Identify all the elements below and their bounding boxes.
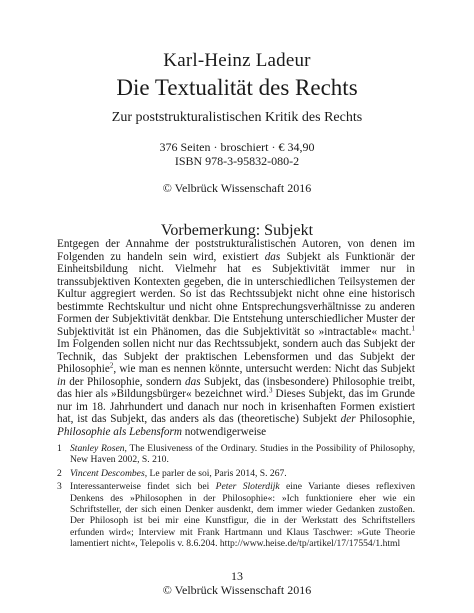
emphasis-text: Stanley Rosen [70,443,125,454]
isbn: ISBN 978-3-95832-080-2 [174,154,300,168]
pages-binding-price: 376 Seiten · broschiert · € 34,90 [159,140,315,154]
text-run: Subjekt, das (insbesondere) Philosophie treibt, das hier als »Bildungsbürger« bezeichnet wird. [57,375,415,400]
footnote [57,468,415,479]
footnote [57,481,415,549]
text-run: Interessanterweise findet sich bei [70,481,216,493]
text-run: der Philosophie, sondern [65,375,185,388]
footnote [57,443,415,466]
author-name: Karl-Heinz Ladeur [163,50,311,71]
emphasis-text: das [185,375,201,388]
emphasis-text: der [340,413,356,425]
book-meta [0,140,474,168]
text-run: Subjekt als Funktionär der Einheitsbildung nicht. Vielmehr hat es Subjektivität immer nur in transsubjektiven Kontexten gegeben, die in unterschiedlichen Teilsystemen der Kultur aggregiert werden. So ist das Rechtssubjekt nicht ohne eine historisch bestimmte Rechtskultur und nicht ohne Entsprechungsverhältnisse zu anderen Formen der Subjektivität denkbar. Die Entstehung unterschiedlicher Muster der Subjektivität ist ein Phänomen, das die Subjektivität so »intractable« macht. [57,250,415,338]
text-run: , wie man es nennen könnte, untersucht werden: Nicht das Subjekt [113,363,415,375]
emphasis-text: das [264,250,281,263]
footnote-number: 2 [57,467,62,479]
book-title: Die Textualität des Rechts [116,75,358,100]
text-run: eine Variante dieses reflexiven Denkens des »Philosophen in der Philosophie«: »Ich funktioniere eher wie ein Schriftsteller, der sich einen Denker ausdenkt, dem immer wieder Gedanken zustoßen. Der Philosoph ist bei mir eine Kunstfigur, die in der Werkstatt des Schriftstellers erfunden wird«; Interview mit Frank Hartmann und Klaus Taschwer: »Gute Theorie lamentiert nicht«, Telepolis v. 8.6.204. http://www.heise.de/tp/artikel/17/17554/1.html [70,481,415,550]
footnote-ref: 1 [411,323,415,332]
text-run: Philosophie, [355,413,415,425]
book-header [0,50,474,195]
book-subtitle: Zur poststrukturalistischen Kritik des Rechts [111,110,363,125]
footnote-text [70,481,415,549]
header-copyright: © Velbrück Wissenschaft 2016 [162,181,312,195]
emphasis-text: Philosophie als Lebensform [57,425,182,438]
footnote-text [70,443,415,466]
text-run: Im Folgenden sollen nicht nur das Rechtssubjekt, sondern auch das Subjekt der Technik, das Subjekt der praktischen Lebensformen und das Subjekt der Philosophie [57,338,415,375]
footer-copyright: © Velbrück Wissenschaft 2016 [162,583,312,597]
footnote-number: 1 [57,443,62,454]
text-run: , Le parler de soi, Paris 2014, S. 267. [144,467,287,479]
footnote-text [70,468,415,479]
chapter-title: Vorbemerkung: Subjekt [160,222,314,239]
body-paragraph [57,238,415,438]
text-run: Entgegen der Annahme der poststrukturalistischen Autoren, von denen im Folgenden zu handeln sein wird, existiert [57,238,415,263]
footnote-number: 3 [57,481,62,493]
footnotes [57,443,415,552]
text-run: , The Elusiveness of the Ordinary. Studies in the Possibility of Philosophy, New Haven 2002, S. 210. [70,443,415,466]
text-run: notwendigerweise [181,425,267,438]
emphasis-text: Peter Sloterdijk [215,481,280,493]
footnote-ref: 3 [268,386,273,395]
text-run: Dieses Subjekt, das im Grunde nur im 18. Jahrhundert und danach nur noch in krisenhaften Formen existiert hat, ist das Subjekt, das anders als das (theoretische) Subjekt [57,388,415,425]
footnote-ref: 2 [109,361,114,370]
body-text [57,238,415,438]
page-number: 13 [231,569,243,583]
emphasis-text: Vincent Descombes [70,467,145,479]
emphasis-text: in [57,375,66,388]
